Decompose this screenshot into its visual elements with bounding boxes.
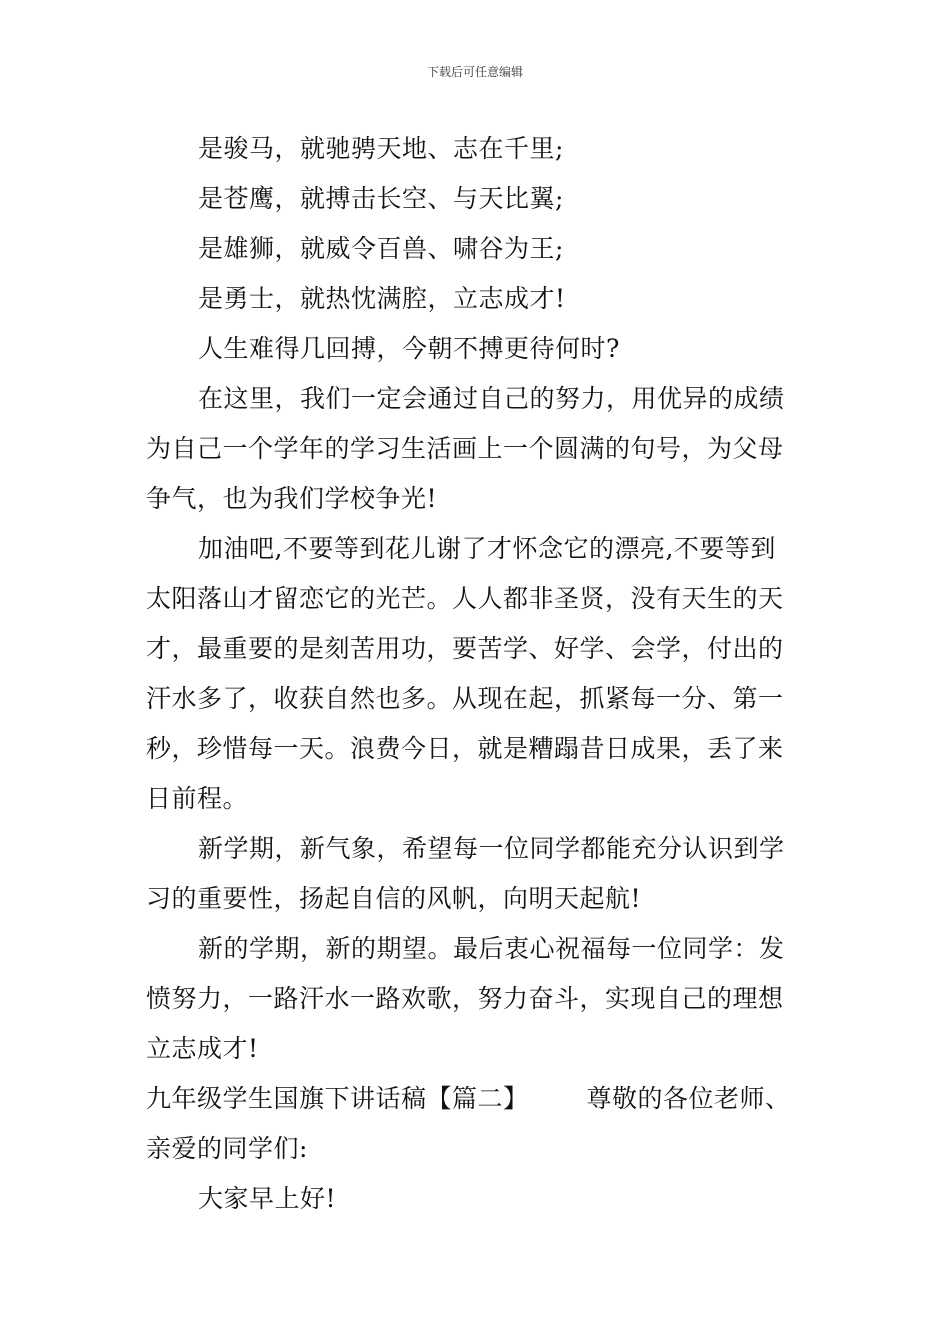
text-line: 日前程。	[146, 784, 249, 813]
text-line: 为自己一个学年的学习生活画上一个圆满的句号，为父母	[146, 434, 784, 463]
text-line: 人生难得几回搏，今朝不搏更待何时?	[198, 334, 620, 363]
text-line: 才，最重要的是刻苦用功，要苦学、好学、会学，付出的	[146, 634, 784, 663]
text-line: 新学期，新气象，希望每一位同学都能充分认识到学	[198, 834, 785, 863]
text-line: 习的重要性，扬起自信的风帆，向明天起航!	[146, 884, 642, 913]
text-line: 是勇士，就热忱满腔，立志成才!	[198, 284, 566, 313]
text-line: 汗水多了，收获自然也多。从现在起，抓紧每一分、第一	[146, 684, 784, 713]
page-header: 下载后可任意编辑	[426, 65, 523, 79]
text-line: 是骏马，就驰骋天地、志在千里;	[198, 134, 564, 163]
document-body	[146, 124, 808, 1224]
text-line: 立志成才!	[146, 1034, 259, 1063]
section-title: 九年级学生国旗下讲话稿【篇二】	[146, 1084, 529, 1113]
greeting-line: 亲爱的同学们:	[146, 1134, 308, 1163]
text-line: 是雄狮，就威令百兽、啸谷为王;	[198, 234, 564, 263]
text-line: 是苍鹰，就搏击长空、与天比翼;	[198, 184, 564, 213]
salutation-line: 大家早上好!	[198, 1184, 337, 1213]
text-line: 太阳落山才留恋它的光芒。人人都非圣贤，没有天生的天	[146, 584, 784, 613]
text-line: 在这里，我们一定会通过自己的努力，用优异的成绩	[198, 384, 785, 413]
section-heading-line	[146, 1074, 808, 1124]
text-line: 秒，珍惜每一天。浪费今日，就是糟蹋昔日成果，丢了来	[146, 734, 784, 763]
text-line: 争气，也为我们学校争光!	[146, 484, 438, 513]
greeting-start: 尊敬的各位老师、	[586, 1084, 791, 1113]
text-line: 愤努力，一路汗水一路欢歌，努力奋斗，实现自己的理想	[146, 984, 784, 1013]
text-line: 加油吧,不要等到花儿谢了才怀念它的漂亮,不要等到	[198, 534, 776, 563]
text-line: 新的学期，新的期望。最后衷心祝福每一位同学：发	[198, 934, 785, 963]
